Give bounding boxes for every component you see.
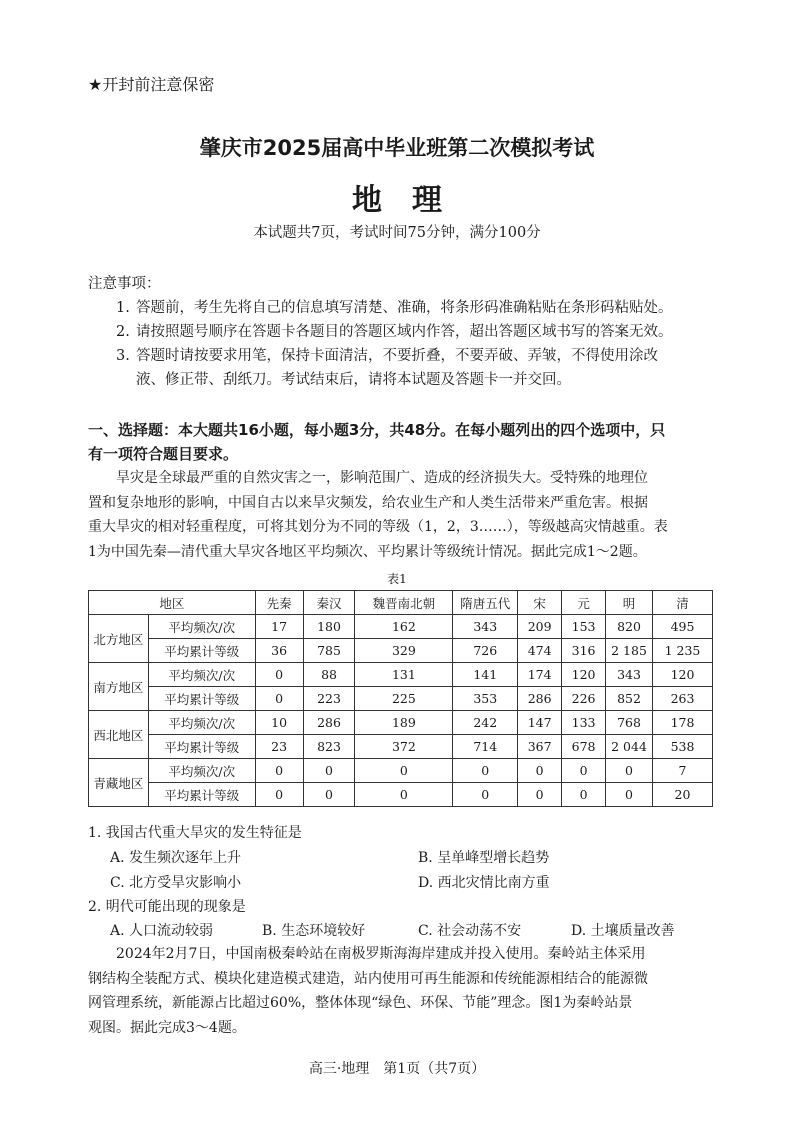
table-header-cell: 明 xyxy=(606,591,653,615)
table-cell: 174 xyxy=(518,663,562,687)
question-2-option-c: C. 社会动荡不安 xyxy=(418,923,522,939)
metric-label-cell: 平均累计等级 xyxy=(148,783,255,807)
table-cell: 2 185 xyxy=(606,639,653,663)
table-header-cell: 元 xyxy=(562,591,606,615)
question-1-stem: 1. 我国古代重大旱灾的发生特征是 xyxy=(88,825,302,841)
table-cell: 225 xyxy=(355,687,453,711)
table-cell: 0 xyxy=(606,759,653,783)
passage-line: 2024年2月7日，中国南极秦岭站在南极罗斯海海岸建成并投入使用。秦岭站主体采用 xyxy=(116,946,646,962)
passage-drought xyxy=(88,466,714,564)
table-cell: 0 xyxy=(355,759,453,783)
page-footer: 高三·地理 第1页（共7页） xyxy=(308,1061,486,1077)
notice-item-number: 2. xyxy=(116,324,130,340)
confidential-notice: ★开封前注意保密 xyxy=(88,75,215,94)
passage-line: 网管理系统，新能源占比超过60%，整体体现“绿色、环保、节能”理念。图1为秦岭站景 xyxy=(88,995,633,1011)
table-cell: 820 xyxy=(606,615,653,639)
table-row xyxy=(89,735,713,759)
passage-antarctic-station xyxy=(88,942,714,1040)
question-1-option-c: C. 北方受旱灾影响小 xyxy=(110,875,242,891)
notice-item-3 xyxy=(116,344,716,392)
table-cell: 0 xyxy=(518,759,562,783)
table-cell: 353 xyxy=(453,687,518,711)
table-cell: 329 xyxy=(355,639,453,663)
table-header-cell: 清 xyxy=(653,591,713,615)
table-cell: 20 xyxy=(653,783,713,807)
table-header-cell: 秦汉 xyxy=(303,591,355,615)
table-cell: 133 xyxy=(562,711,606,735)
table-cell: 0 xyxy=(562,783,606,807)
table-cell: 714 xyxy=(453,735,518,759)
notice-item-number: 3. xyxy=(116,348,130,364)
table-cell: 0 xyxy=(255,783,303,807)
region-cell: 西北地区 xyxy=(89,711,149,759)
notice-item-text-continued: 液、修正带、刮纸刀。考试结束后，请将本试题及答题卡一并交回。 xyxy=(136,372,571,388)
table-cell: 1 235 xyxy=(653,639,713,663)
metric-label-cell: 平均频次/次 xyxy=(148,663,255,687)
table-cell: 36 xyxy=(255,639,303,663)
table-cell: 343 xyxy=(606,663,653,687)
table-cell: 823 xyxy=(303,735,355,759)
table-row xyxy=(89,615,713,639)
question-2-option-b: B. 生态环境较好 xyxy=(262,923,366,939)
table-cell: 226 xyxy=(562,687,606,711)
table-cell: 131 xyxy=(355,663,453,687)
region-cell: 南方地区 xyxy=(89,663,149,711)
table-cell: 153 xyxy=(562,615,606,639)
table-row xyxy=(89,639,713,663)
table-cell: 0 xyxy=(255,663,303,687)
table-header-cell: 地区 xyxy=(89,591,256,615)
table-cell: 0 xyxy=(355,783,453,807)
table-cell: 0 xyxy=(303,759,355,783)
table-cell: 263 xyxy=(653,687,713,711)
drought-table xyxy=(88,590,713,807)
exam-title: 肇庆市2025届高中毕业班第二次模拟考试 xyxy=(199,136,595,160)
table-cell: 0 xyxy=(303,783,355,807)
table-cell: 0 xyxy=(453,783,518,807)
table-cell: 286 xyxy=(518,687,562,711)
table-cell: 0 xyxy=(255,687,303,711)
table-cell: 0 xyxy=(606,783,653,807)
table-header-row xyxy=(89,591,713,615)
subject-title: 地理 xyxy=(352,183,472,218)
passage-line: 钢结构全装配方式、模块化建造模式建造，站内使用可再生能源和传统能源相结合的能源微 xyxy=(88,970,648,987)
table-header-cell: 宋 xyxy=(518,591,562,615)
table-body xyxy=(89,615,713,807)
notice-item-text: 请按照题号顺序在答题卡各题目的答题区域内作答，超出答题区域书写的答案无效。 xyxy=(136,324,673,340)
notice-item-1 xyxy=(116,296,716,320)
table-cell: 223 xyxy=(303,687,355,711)
table-cell: 189 xyxy=(355,711,453,735)
table-cell: 7 xyxy=(653,759,713,783)
table-cell: 726 xyxy=(453,639,518,663)
notice-title: 注意事项： xyxy=(88,276,161,292)
notice-item-text: 答题前，考生先将自己的信息填写清楚、准确，将条形码准确粘贴在条形码粘贴处。 xyxy=(136,300,673,316)
table-row xyxy=(89,663,713,687)
table-cell: 120 xyxy=(562,663,606,687)
passage-line: 置和复杂地形的影响，中国自古以来旱灾频发，给农业生产和人类生活带来严重危害。根据 xyxy=(88,494,648,511)
table-header-cell: 先秦 xyxy=(255,591,303,615)
table-cell: 316 xyxy=(562,639,606,663)
table-cell: 768 xyxy=(606,711,653,735)
table-cell: 242 xyxy=(453,711,518,735)
table-cell: 10 xyxy=(255,711,303,735)
table-cell: 180 xyxy=(303,615,355,639)
table-cell: 538 xyxy=(653,735,713,759)
notice-item-2 xyxy=(116,320,716,344)
table-cell: 495 xyxy=(653,615,713,639)
table-caption: 表1 xyxy=(387,572,407,586)
metric-label-cell: 平均频次/次 xyxy=(148,711,255,735)
table-cell: 367 xyxy=(518,735,562,759)
section-heading xyxy=(88,418,718,466)
table-header-cell: 魏晋南北朝 xyxy=(355,591,453,615)
metric-label-cell: 平均累计等级 xyxy=(148,687,255,711)
region-cell: 青藏地区 xyxy=(89,759,149,807)
exam-info: 本试题共7页，考试时间75分钟，满分100分 xyxy=(253,225,541,241)
region-cell: 北方地区 xyxy=(89,615,149,663)
table-cell: 286 xyxy=(303,711,355,735)
table-cell: 785 xyxy=(303,639,355,663)
section-heading-line: 有一项符合题目要求。 xyxy=(88,445,239,463)
table-row xyxy=(89,783,713,807)
table-cell: 178 xyxy=(653,711,713,735)
table-cell: 120 xyxy=(653,663,713,687)
table-cell: 17 xyxy=(255,615,303,639)
table-row xyxy=(89,687,713,711)
passage-line: 1为中国先秦—清代重大旱灾各地区平均频次、平均累计等级统计情况。据此完成1～2题。 xyxy=(88,543,647,560)
table-cell: 162 xyxy=(355,615,453,639)
table-cell: 0 xyxy=(453,759,518,783)
table-cell: 147 xyxy=(518,711,562,735)
table-cell: 209 xyxy=(518,615,562,639)
table-cell: 343 xyxy=(453,615,518,639)
passage-line: 旱灾是全球最严重的自然灾害之一，影响范围广、造成的经济损失大。受特殊的地理位 xyxy=(116,470,648,486)
question-1-option-d: D. 西北灾情比南方重 xyxy=(418,875,550,891)
table-cell: 23 xyxy=(255,735,303,759)
section-heading-line: 一、选择题：本大题共16小题，每小题3分，共48分。在每小题列出的四个选项中，只 xyxy=(88,421,666,439)
question-2-option-a: A. 人口流动较弱 xyxy=(110,923,214,939)
table-cell: 678 xyxy=(562,735,606,759)
metric-label-cell: 平均累计等级 xyxy=(148,735,255,759)
question-1-option-b: B. 呈单峰型增长趋势 xyxy=(418,850,550,866)
table-cell: 852 xyxy=(606,687,653,711)
metric-label-cell: 平均频次/次 xyxy=(148,615,255,639)
passage-line: 观图。据此完成3～4题。 xyxy=(88,1019,246,1036)
notice-item-number: 1. xyxy=(116,300,130,316)
table-cell: 0 xyxy=(562,759,606,783)
table-cell: 0 xyxy=(255,759,303,783)
metric-label-cell: 平均频次/次 xyxy=(148,759,255,783)
metric-label-cell: 平均累计等级 xyxy=(148,639,255,663)
table-cell: 2 044 xyxy=(606,735,653,759)
table-header-cell: 隋唐五代 xyxy=(453,591,518,615)
table-cell: 372 xyxy=(355,735,453,759)
table-cell: 88 xyxy=(303,663,355,687)
question-2-option-d: D. 土壤质量改善 xyxy=(571,923,675,939)
table-row xyxy=(89,759,713,783)
table-cell: 141 xyxy=(453,663,518,687)
table-row xyxy=(89,711,713,735)
passage-line: 重大旱灾的相对轻重程度，可将其划分为不同的等级（1，2，3……），等级越高灾情越重。表 xyxy=(88,519,668,535)
question-1-option-a: A. 发生频次逐年上升 xyxy=(110,850,242,866)
table-cell: 0 xyxy=(518,783,562,807)
notice-item-text: 答题时请按要求用笔，保持卡面清洁，不要折叠，不要弄破、弄皱，不得使用涂改 xyxy=(136,348,658,364)
table-cell: 474 xyxy=(518,639,562,663)
question-2-stem: 2. 明代可能出现的现象是 xyxy=(88,899,246,915)
